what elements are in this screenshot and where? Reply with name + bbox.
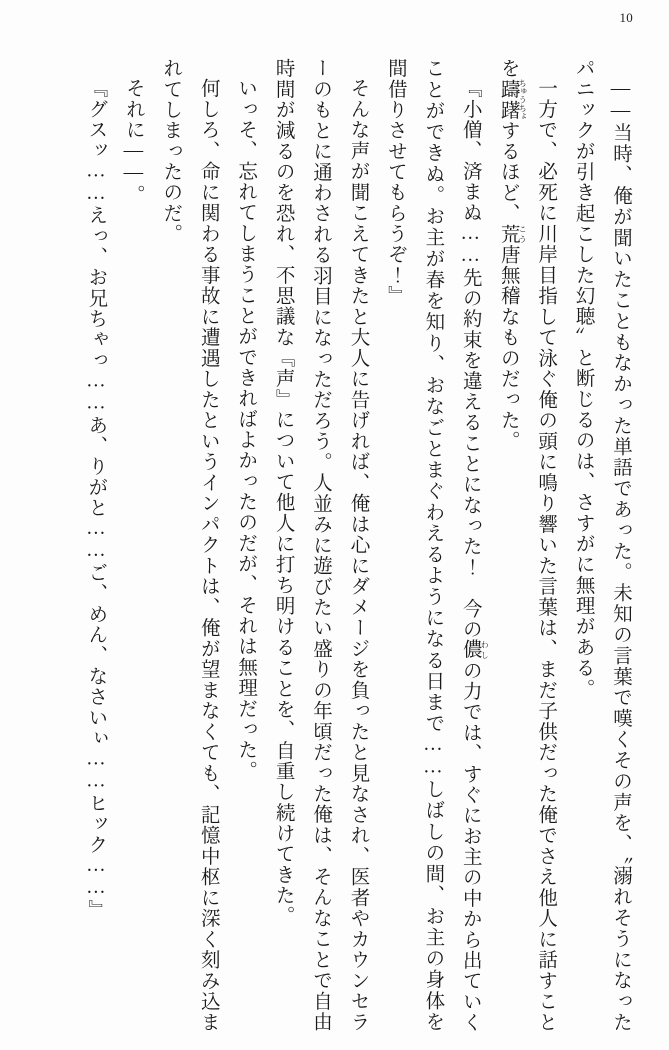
page-number: 10 bbox=[619, 10, 633, 25]
paragraph-1: ——当時、俺が聞いたこともなかった単語であった。未知の言葉で嘆くその声を、〝溺れそうになったパニックが引き起こした幻聴〟と断じるのは、さすがに無理がある。 bbox=[572, 58, 631, 1032]
body-text bbox=[26, 58, 639, 1032]
paragraph-2: 一方で、必死に川岸目指して泳ぐ俺の頭に鳴り響いた言葉は、まだ子供だった俺でさえ他人に話すことを躊躇 ちゅうちょするほど、荒 こう唐無稽なものだった。 bbox=[497, 58, 557, 1032]
paragraph-6: 何しろ、命に関わる事故に遭遇したというインパクトは、俺が望まなくても、記憶中枢に深く刻み込まれてしまったのだ。 bbox=[160, 58, 219, 1032]
paragraph-3: 『小僧、済まぬ……先の約束を違えることになった！ 今の儂 わしの力では、すぐにお主の中から出ていくことができぬ。お主が春を知り、おなごとまぐわえるようになる日まで……しばしの間、お主の身体を間借りさせてもらうぞ！』 bbox=[384, 58, 490, 1033]
paragraph-5: いっそ、忘れてしまうことができればよかったのだが、それは無理だった。 bbox=[235, 77, 257, 781]
paragraph-7: それに——。 bbox=[122, 77, 144, 205]
paragraph-8: 『グスッ……えっ、お兄ちゃっ……あ、りがと……ご、めん、なさいぃ……ヒック……』 bbox=[85, 77, 107, 920]
paragraph-4: そんな声が聞こえてきたと大人に告げれば、俺は心にダメージを負ったと見なされ、医者やカウンセラーのもとに通わされる羽目になっただろう。人並みに遊びたい盛りの年頃だった俺は、そんなことで自由時間が減るのを恐れ、不思議な『声』について他人に打ち明けることを、自重し続けてきた。 bbox=[272, 58, 369, 1032]
ruby-kou: 荒 こう bbox=[497, 223, 528, 245]
ruby-washi: 儂 わし bbox=[459, 639, 490, 660]
ruby-chuucho: 躊躇 ちゅうちょ bbox=[497, 78, 528, 121]
